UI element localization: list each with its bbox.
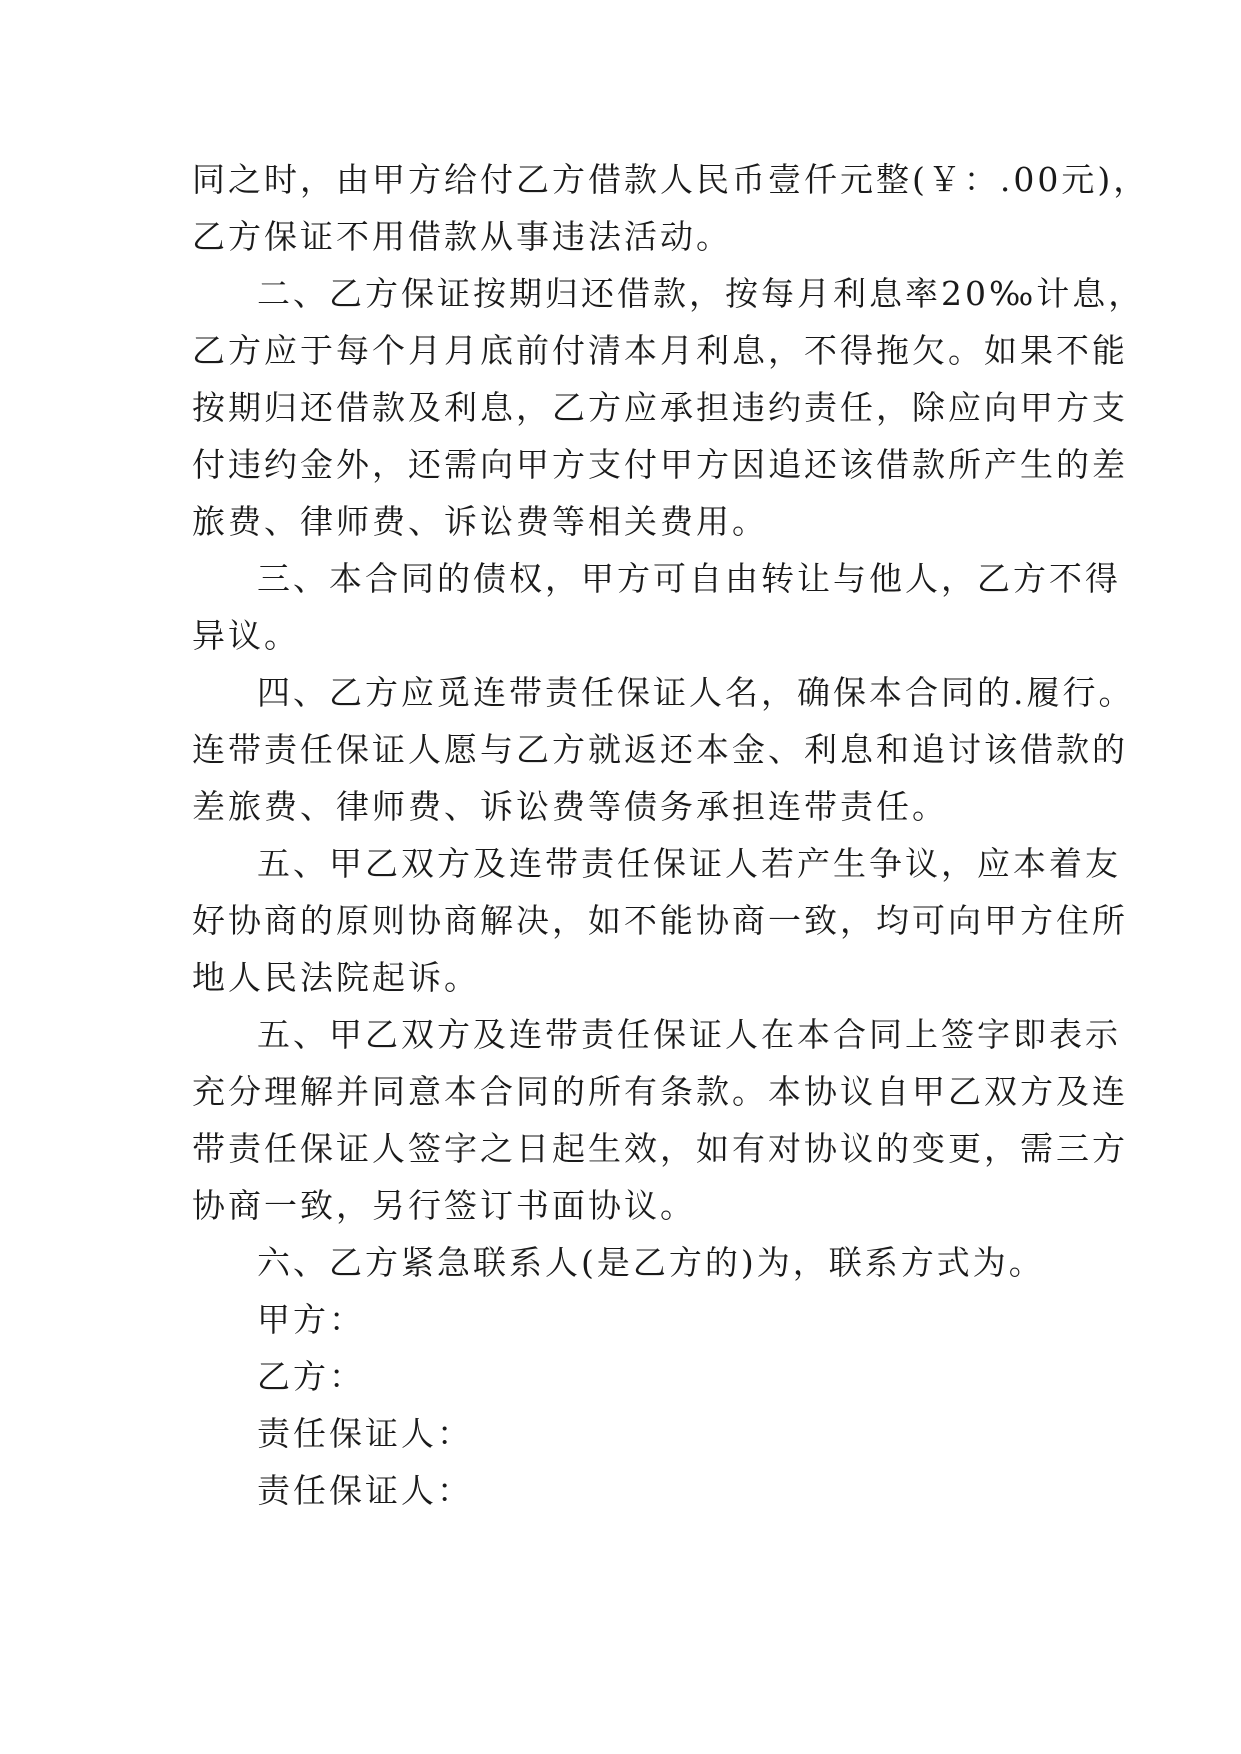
signature-guarantor: 责任保证人：	[257, 1414, 473, 1453]
text-line: 异议。	[192, 616, 300, 655]
text-line: 按期归还借款及利息，乙方应承担违约责任，除应向甲方支	[192, 388, 1128, 427]
text-line: 好协商的原则协商解决，如不能协商一致，均可向甲方住所	[192, 901, 1128, 940]
text-line: 旅费、律师费、诉讼费等相关费用。	[192, 502, 768, 541]
text-line: 四、乙方应觅连带责任保证人名，确保本合同的.履行。	[257, 673, 1135, 712]
text-line: 差旅费、律师费、诉讼费等债务承担连带责任。	[192, 787, 948, 826]
signature-party-b: 乙方：	[257, 1357, 365, 1396]
text-line: 二、乙方保证按期归还借款，按每月利息率20‰计息，	[257, 274, 1145, 313]
text-line: 五、甲乙双方及连带责任保证人在本合同上签字即表示	[257, 1015, 1121, 1054]
text-line: 地人民法院起诉。	[192, 958, 480, 997]
signature-party-a: 甲方：	[257, 1300, 365, 1339]
text-line: 乙方应于每个月月底前付清本月利息，不得拖欠。如果不能	[192, 331, 1128, 370]
text-line: 五、甲乙双方及连带责任保证人若产生争议，应本着友	[257, 844, 1121, 883]
text-line: 六、乙方紧急联系人(是乙方的)为，联系方式为。	[257, 1243, 1045, 1282]
text-line: 连带责任保证人愿与乙方就返还本金、利息和追讨该借款的	[192, 730, 1128, 769]
text-line: 付违约金外，还需向甲方支付甲方因追还该借款所产生的差	[192, 445, 1128, 484]
text-line: 三、本合同的债权，甲方可自由转让与他人，乙方不得	[257, 559, 1121, 598]
signature-guarantor: 责任保证人：	[257, 1471, 473, 1510]
text-line: 协商一致，另行签订书面协议。	[192, 1186, 696, 1225]
text-line: 同之时，由甲方给付乙方借款人民币壹仟元整(￥：.00元)，	[192, 160, 1150, 199]
text-line: 带责任保证人签字之日起生效，如有对协议的变更，需三方	[192, 1129, 1128, 1168]
text-line: 充分理解并同意本合同的所有条款。本协议自甲乙双方及连	[192, 1072, 1128, 1111]
text-line: 乙方保证不用借款从事违法活动。	[192, 217, 732, 256]
